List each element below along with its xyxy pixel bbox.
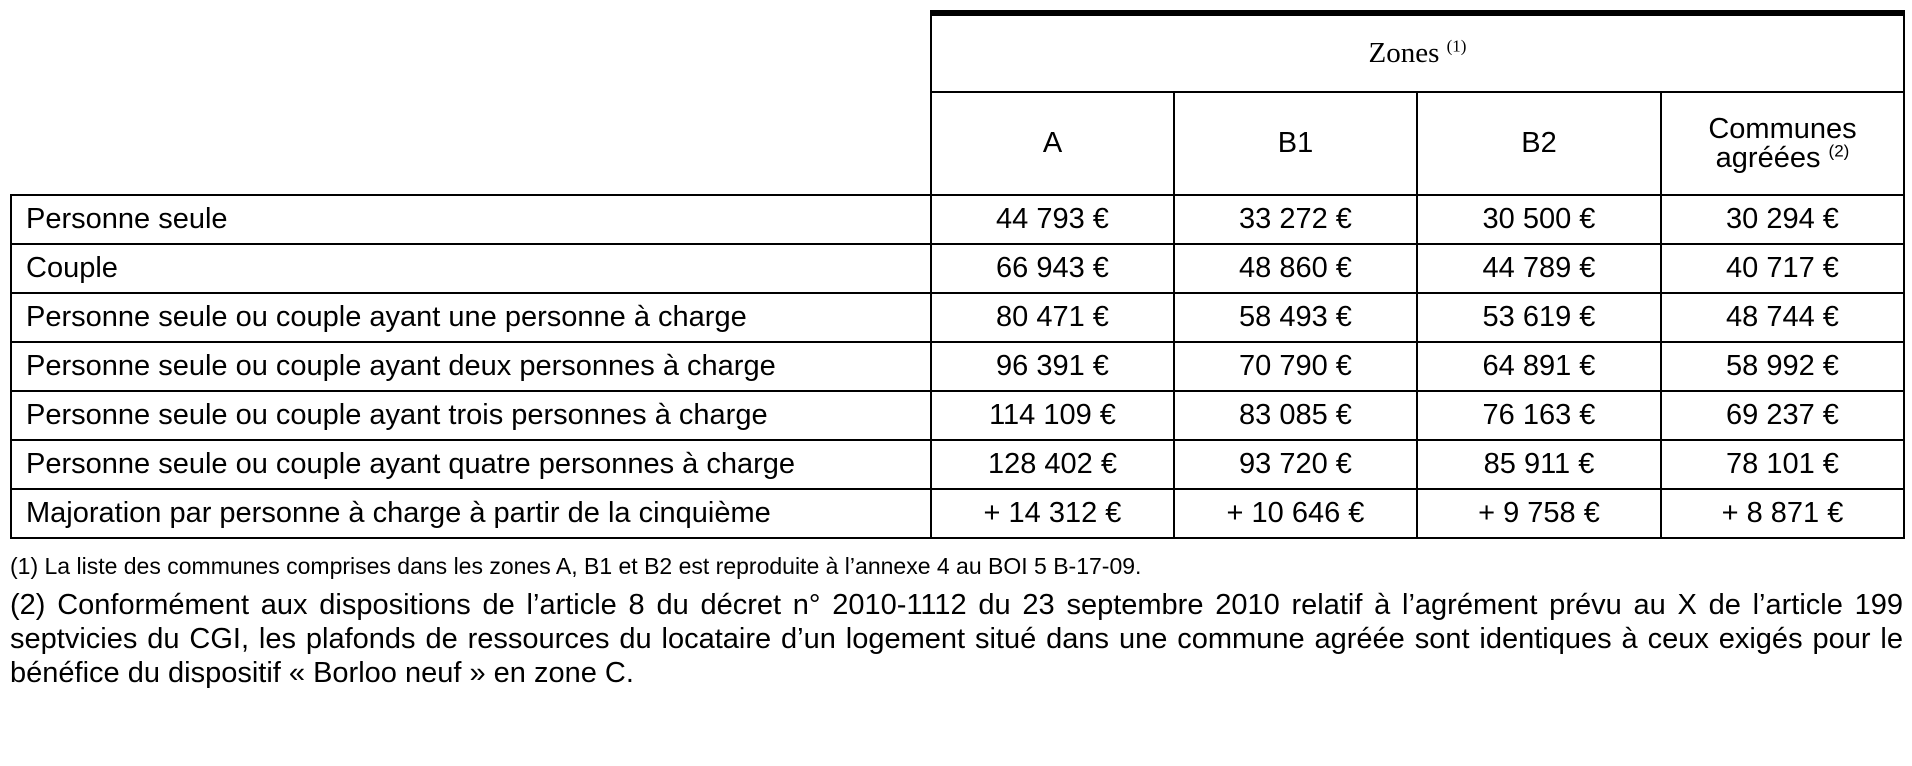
communes-label-line2: agréées bbox=[1715, 141, 1821, 174]
value-cell: 96 391 € bbox=[931, 342, 1174, 391]
communes-label-line1: Communes bbox=[1708, 112, 1857, 145]
row-label: Personne seule ou couple ayant une personne à charge bbox=[11, 293, 931, 342]
value-cell: 58 992 € bbox=[1661, 342, 1904, 391]
zones-header-row bbox=[11, 13, 1904, 92]
value-cell: 44 793 € bbox=[931, 195, 1174, 244]
value-cell: 33 272 € bbox=[1174, 195, 1417, 244]
table-row bbox=[11, 489, 1904, 538]
value-cell: 58 493 € bbox=[1174, 293, 1417, 342]
value-cell: 44 789 € bbox=[1417, 244, 1661, 293]
footnote-1: (1) La liste des communes comprises dans les zones A, B1 et B2 est reproduite à l’annexe 4 au BOI 5 B-17-09. bbox=[10, 553, 1142, 579]
value-cell: 128 402 € bbox=[931, 440, 1174, 489]
table-row bbox=[11, 293, 1904, 342]
row-label: Majoration par personne à charge à partir de la cinquième bbox=[11, 489, 931, 538]
value-cell: 30 500 € bbox=[1417, 195, 1661, 244]
value-cell: + 10 646 € bbox=[1174, 489, 1417, 538]
value-cell: 66 943 € bbox=[931, 244, 1174, 293]
row-label: Personne seule ou couple ayant trois personnes à charge bbox=[11, 391, 931, 440]
value-cell: 76 163 € bbox=[1417, 391, 1661, 440]
value-cell: 85 911 € bbox=[1417, 440, 1661, 489]
value-cell: 80 471 € bbox=[931, 293, 1174, 342]
column-header-b1: B1 bbox=[1174, 92, 1417, 195]
value-cell: + 8 871 € bbox=[1661, 489, 1904, 538]
value-cell: 48 860 € bbox=[1174, 244, 1417, 293]
value-cell: 53 619 € bbox=[1417, 293, 1661, 342]
value-cell: + 9 758 € bbox=[1417, 489, 1661, 538]
value-cell: 30 294 € bbox=[1661, 195, 1904, 244]
table-row bbox=[11, 195, 1904, 244]
value-cell: 93 720 € bbox=[1174, 440, 1417, 489]
zones-header-label: Zones bbox=[1368, 37, 1440, 69]
row-label: Personne seule bbox=[11, 195, 931, 244]
table-body bbox=[11, 195, 1904, 538]
value-cell: 40 717 € bbox=[1661, 244, 1904, 293]
row-label: Personne seule ou couple ayant quatre personnes à charge bbox=[11, 440, 931, 489]
column-header-communes-agreees bbox=[1661, 92, 1904, 195]
table-row bbox=[11, 244, 1904, 293]
header-blank-cell bbox=[11, 13, 931, 195]
ressources-ceiling-table bbox=[10, 10, 1905, 539]
value-cell: 69 237 € bbox=[1661, 391, 1904, 440]
column-header-b2: B2 bbox=[1417, 92, 1661, 195]
row-label: Couple bbox=[11, 244, 931, 293]
zones-header bbox=[931, 13, 1904, 92]
row-label: Personne seule ou couple ayant deux personnes à charge bbox=[11, 342, 931, 391]
value-cell: 78 101 € bbox=[1661, 440, 1904, 489]
zones-note-ref: (1) bbox=[1446, 36, 1467, 56]
table-row bbox=[11, 391, 1904, 440]
value-cell: 48 744 € bbox=[1661, 293, 1904, 342]
value-cell: 83 085 € bbox=[1174, 391, 1417, 440]
footnote-2: (2) Conformément aux dispositions de l’article 8 du décret n° 2010-1112 du 23 septembre 2010 relatif à l’agrément prévu au X de l’article 199 septvicies du CGI, les plafonds de ressources du locataire d’un logement situé dans une commune agréée sont identiques à ceux exigés pour le bénéfice du dispositif « Borloo neuf » en zone C. bbox=[10, 589, 1903, 690]
column-header-a: A bbox=[931, 92, 1174, 195]
table-row bbox=[11, 440, 1904, 489]
value-cell: + 14 312 € bbox=[931, 489, 1174, 538]
value-cell: 64 891 € bbox=[1417, 342, 1661, 391]
table-row bbox=[11, 342, 1904, 391]
communes-note-ref: (2) bbox=[1828, 140, 1850, 160]
value-cell: 114 109 € bbox=[931, 391, 1174, 440]
value-cell: 70 790 € bbox=[1174, 342, 1417, 391]
